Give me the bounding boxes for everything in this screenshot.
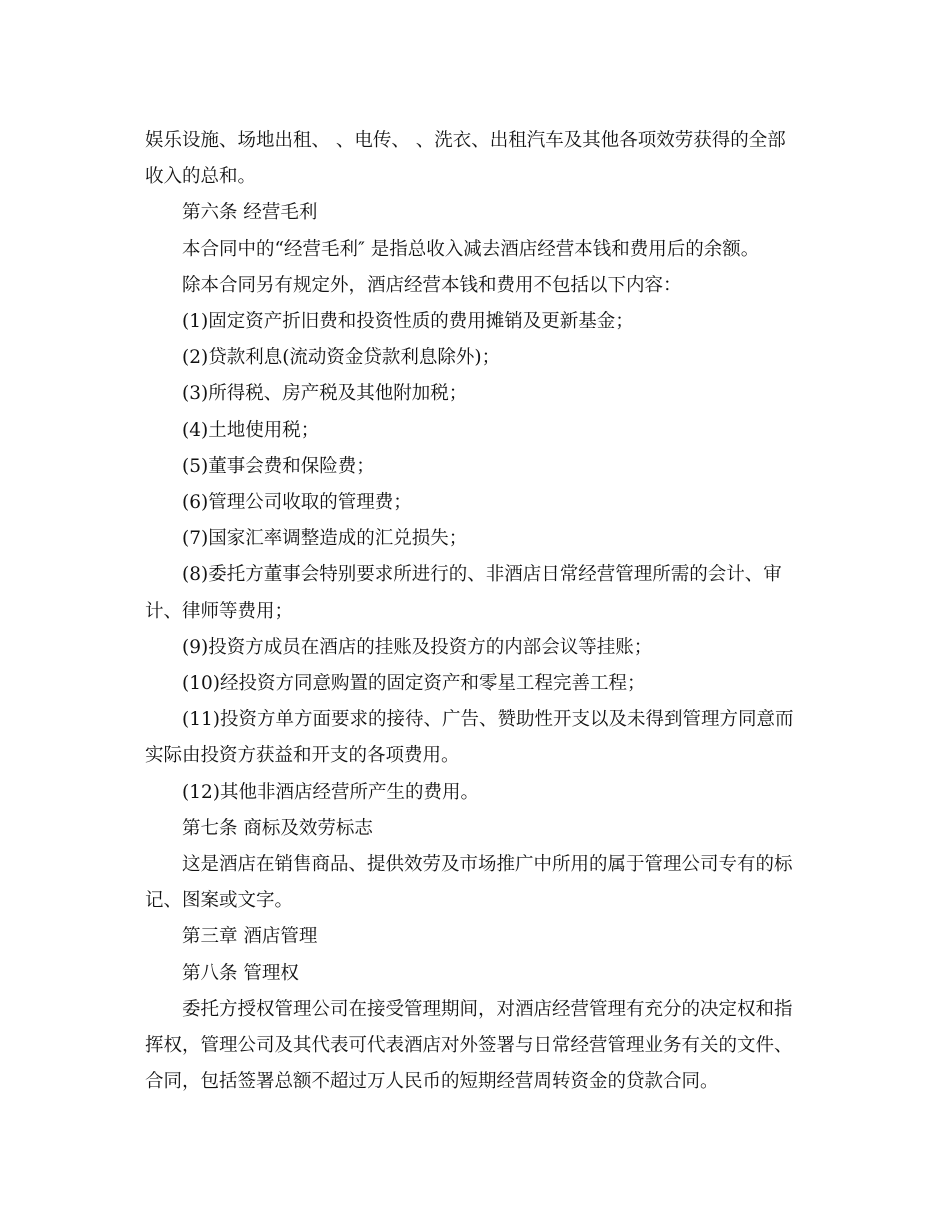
text-line: 记、图案或文字。 (145, 890, 294, 912)
article-heading: 第七条 商标及效劳标志 (182, 817, 373, 839)
text-line: 娱乐设施、场地出租、 、电传、 、洗衣、出租汽车及其他各项效劳获得的全部 (145, 130, 786, 151)
text-line: 这是酒店在销售商品、提供效劳及市场推广中所用的属于管理公司专有的标 (182, 854, 793, 876)
text-line: 委托方授权管理公司在接受管理期间，对酒店经营管理有充分的决定权和指 (182, 998, 793, 1020)
document-body (145, 123, 810, 1100)
list-item: (4)土地使用税； (182, 419, 320, 441)
list-item: (11)投资方单方面要求的接待、广告、赞助性开支以及未得到管理方同意而 (182, 709, 794, 731)
article-heading: 第六条 经营毛利 (182, 202, 318, 224)
text-line: 实际由投资方获益和开支的各项费用。 (145, 745, 460, 767)
list-item: (2)贷款利息(流动资金贷款利息除外)； (182, 347, 501, 369)
text-line: 计、律师等费用； (145, 600, 294, 622)
text-line: 除本合同另有规定外，酒店经营本钱和费用不包括以下内容： (182, 274, 682, 296)
list-item: (1)固定资产折旧费和投资性质的费用摊销及更新基金； (182, 311, 634, 333)
list-item: (8)委托方董事会特别要求所进行的、非酒店日常经营管理所需的会计、审 (182, 564, 782, 586)
list-item: (9)投资方成员在酒店的挂账及投资方的内部会议等挂账； (182, 636, 653, 658)
chapter-heading: 第三章 酒店管理 (182, 926, 318, 948)
text-line: 合同，包括签署总额不超过万人民币的短期经营周转资金的贷款合同。 (145, 1071, 719, 1093)
article-heading: 第八条 管理权 (182, 962, 299, 984)
text-line: 收入的总和。 (145, 166, 257, 188)
text-line: 本合同中的“经营毛利″ 是指总收入减去酒店经营本钱和费用后的余额。 (182, 238, 760, 260)
list-item: (12)其他非酒店经营所产生的费用。 (182, 781, 479, 803)
text-line: 挥权，管理公司及其代表可代表酒店对外签署与日常经营管理业务有关的文件、 (145, 1035, 793, 1057)
list-item: (10)经投资方同意购置的固定资产和零星工程完善工程； (182, 673, 646, 695)
list-item: (5)董事会费和保险费； (182, 455, 375, 477)
list-item: (7)国家汇率调整造成的汇兑损失； (182, 528, 468, 550)
list-item: (6)管理公司收取的管理费； (182, 492, 412, 514)
list-item: (3)所得税、房产税及其他附加税； (182, 383, 468, 405)
